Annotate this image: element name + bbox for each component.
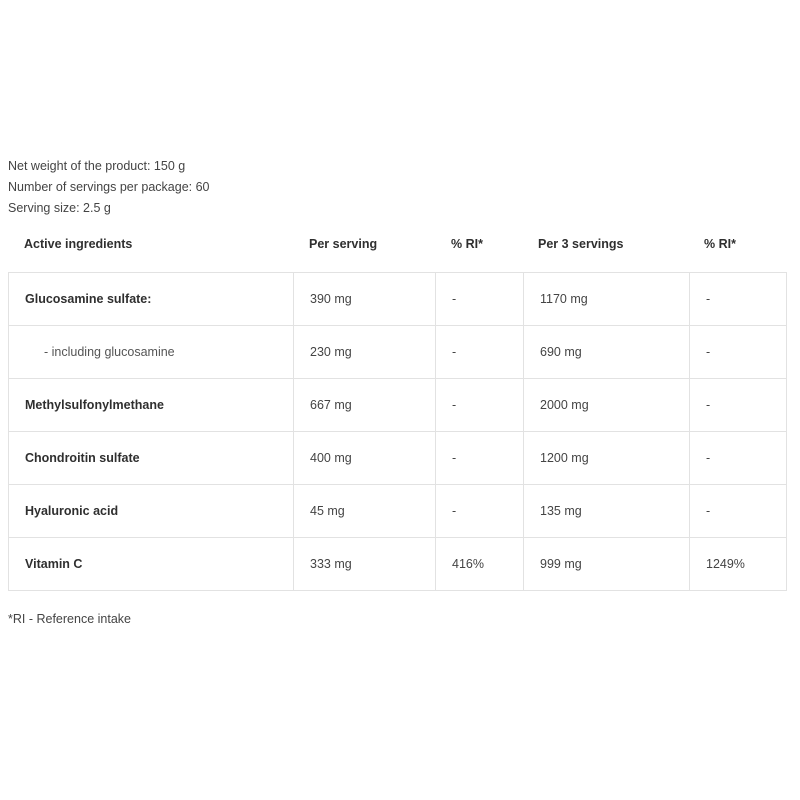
- header-per-3-servings: Per 3 servings: [538, 237, 624, 251]
- net-weight-text: Net weight of the product: 150 g: [8, 159, 186, 173]
- table-row: [9, 485, 787, 538]
- header-active-ingredients: Active ingredients: [24, 237, 133, 251]
- ingredient-name: Chondroitin sulfate: [9, 432, 294, 485]
- per-3-servings-value: 999 mg: [524, 538, 690, 591]
- per-serving-value: 667 mg: [294, 379, 436, 432]
- table-row: [9, 379, 787, 432]
- serving-size-text: Serving size: 2.5 g: [8, 201, 111, 215]
- ingredient-name: Glucosamine sulfate:: [9, 273, 294, 326]
- per-3-servings-value: 2000 mg: [524, 379, 690, 432]
- per-3-servings-value: 1170 mg: [524, 273, 690, 326]
- table-row: [9, 326, 787, 379]
- table-row: [9, 538, 787, 591]
- per-3-servings-value: 690 mg: [524, 326, 690, 379]
- per-serving-value: 333 mg: [294, 538, 436, 591]
- ingredient-name: Vitamin C: [9, 538, 294, 591]
- per-3-servings-value: 1200 mg: [524, 432, 690, 485]
- ri-3-servings-value: -: [690, 326, 787, 379]
- per-serving-value: 230 mg: [294, 326, 436, 379]
- table-row: [9, 273, 787, 326]
- per-serving-value: 45 mg: [294, 485, 436, 538]
- per-serving-value: 400 mg: [294, 432, 436, 485]
- table-row: [9, 432, 787, 485]
- per-serving-value: 390 mg: [294, 273, 436, 326]
- ri-3-servings-value: -: [690, 432, 787, 485]
- ri-serving-value: -: [436, 379, 524, 432]
- ri-3-servings-value: -: [690, 485, 787, 538]
- ri-serving-value: -: [436, 326, 524, 379]
- header-ri-3-servings: % RI*: [704, 237, 736, 251]
- ingredient-name: Methylsulfonylmethane: [9, 379, 294, 432]
- ingredients-table: [8, 272, 787, 591]
- servings-per-package-text: Number of servings per package: 60: [8, 180, 210, 194]
- ingredient-name: - including glucosamine: [9, 326, 294, 379]
- ri-serving-value: -: [436, 485, 524, 538]
- header-ri-serving: % RI*: [451, 237, 483, 251]
- header-per-serving: Per serving: [309, 237, 378, 251]
- ingredient-name: Hyaluronic acid: [9, 485, 294, 538]
- product-info: [8, 156, 210, 219]
- per-3-servings-value: 135 mg: [524, 485, 690, 538]
- ri-3-servings-value: -: [690, 379, 787, 432]
- ri-3-servings-value: 1249%: [690, 538, 787, 591]
- ri-serving-value: -: [436, 273, 524, 326]
- table-header: [8, 230, 786, 260]
- ri-3-servings-value: -: [690, 273, 787, 326]
- footnote: *RI - Reference intake: [8, 612, 131, 626]
- ri-serving-value: 416%: [436, 538, 524, 591]
- ri-serving-value: -: [436, 432, 524, 485]
